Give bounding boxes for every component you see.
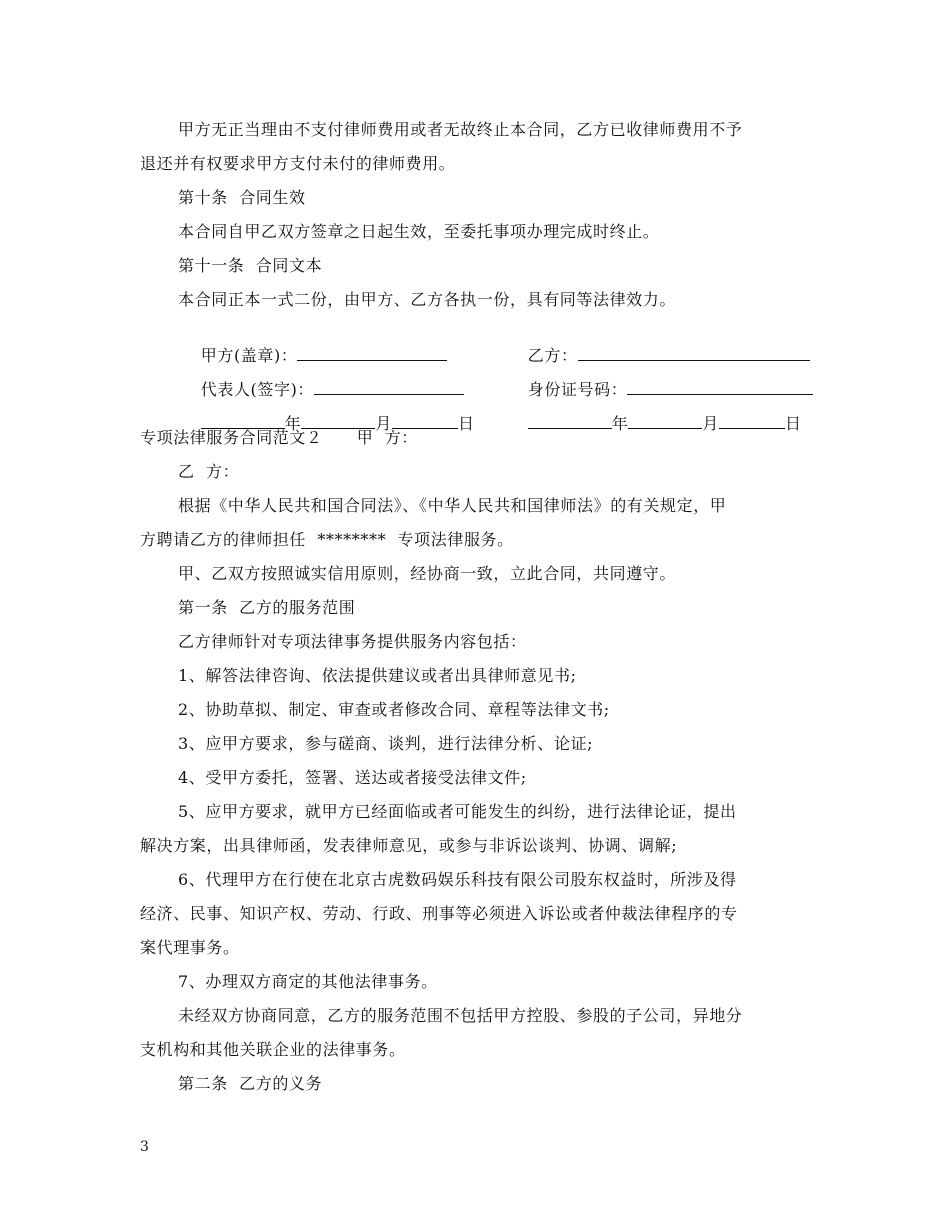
- year-blank: [201, 414, 285, 429]
- paragraph-line: 方聘请乙方的律师担任 ******** 专项法律服务。: [140, 530, 514, 549]
- month-label: 月: [702, 414, 719, 433]
- party-b-label: 乙方：: [527, 346, 578, 365]
- date-row-party-b: [505, 394, 802, 454]
- list-item-continuation: 解决方案，出具律师函，发表律师意见，或参与非诉讼谈判、协调、调解;: [140, 836, 678, 855]
- representative-blank: [314, 380, 464, 395]
- list-item: 2、协助草拟、制定、审查或者修改合同、章程等法律文书;: [178, 700, 610, 719]
- id-number-blank: [627, 380, 813, 395]
- paragraph-line: 未经双方协商同意，乙方的服务范围不包括甲方控股、参股的子公司，异地分: [178, 1006, 743, 1025]
- list-item: 3、应甲方要求，参与磋商、谈判，进行法律分析、论证;: [178, 734, 594, 753]
- representative-label: 代表人(签字)：: [200, 380, 315, 399]
- month-blank: [628, 414, 702, 429]
- paragraph-line: 本合同自甲乙双方签章之日起生效，至委托事项办理完成时终止。: [178, 222, 660, 241]
- list-item-continuation: 案代理事务。: [140, 938, 240, 957]
- list-item: 6、代理甲方在行使在北京古虎数码娱乐科技有限公司股东权益时，所涉及得: [178, 870, 737, 889]
- year-label: 年: [611, 414, 629, 433]
- day-blank: [719, 414, 785, 429]
- year-blank: [528, 414, 612, 429]
- list-item-continuation: 经济、民事、知识产权、劳动、行政、刑事等必须进入诉讼或者仲裁法律程序的专: [140, 904, 738, 923]
- paragraph-line: 甲方无正当理由不支付律师费用或者无故终止本合同，乙方已收律师费用不予: [178, 120, 743, 139]
- list-item: 1、解答法律咨询、依法提供建议或者出具律师意见书;: [178, 666, 577, 685]
- list-item: 5、应甲方要求，就甲方已经面临或者可能发生的纠纷，进行法律论证，提出: [178, 802, 737, 821]
- article-heading: 第十一条 合同文本: [178, 256, 323, 275]
- page-number: 3: [140, 1139, 149, 1155]
- paragraph-line: 退还并有权要求甲方支付未付的律师费用。: [140, 154, 456, 173]
- day-label: 日: [457, 414, 475, 433]
- paragraph-line: 甲、乙双方按照诚实信用原则，经协商一致，立此合同，共同遵守。: [178, 564, 677, 583]
- id-number-label: 身份证号码：: [527, 380, 628, 399]
- list-item: 7、办理双方商定的其他法律事务。: [178, 972, 438, 991]
- paragraph-line: 支机构和其他关联企业的法律事务。: [140, 1040, 406, 1059]
- article-heading: 第一条 乙方的服务范围: [178, 598, 356, 617]
- year-label: 年: [284, 414, 302, 433]
- paragraph-line: 乙方律师针对专项法律事务提供服务内容包括：: [178, 632, 527, 651]
- list-item: 4、受甲方委托，签署、送达或者接受法律文件;: [178, 768, 527, 787]
- day-blank: [392, 414, 458, 429]
- article-heading: 第二条 乙方的义务: [178, 1074, 323, 1093]
- paragraph-line: 本合同正本一式二份，由甲方、乙方各执一份，具有同等法律效力。: [178, 290, 677, 309]
- day-label: 日: [784, 414, 802, 433]
- party-b-blank: [578, 346, 810, 361]
- contract-title-line: 专项法律服务合同范文２ 甲 方：: [140, 428, 418, 447]
- article-heading: 第十条 合同生效: [178, 188, 306, 207]
- party-b-heading: 乙 方：: [178, 462, 240, 481]
- party-a-seal-label: 甲方(盖章)：: [200, 346, 298, 365]
- party-a-seal-blank: [297, 346, 447, 361]
- paragraph-line: 根据《中华人民共和国合同法》、《中华人民共和国律师法》的有关规定，甲: [178, 496, 727, 515]
- month-label: 月: [375, 414, 392, 433]
- month-blank: [301, 414, 375, 429]
